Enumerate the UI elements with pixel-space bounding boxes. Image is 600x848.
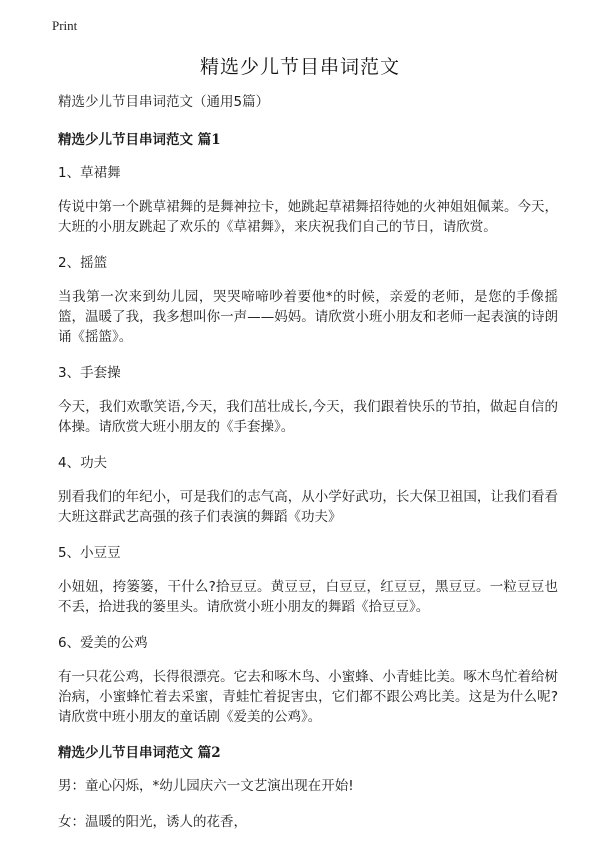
item-text: 有一只花公鸡，长得很漂亮。它去和啄木鸟、小蜜蜂、小青蛙比美。啄木鸟忙着给树治病，小蜜蜂忙着去采蜜，青蛙忙着捉害虫，它们都不跟公鸡比美。这是为什么呢?请欣赏中班小朋友的童话剧《爱美的公鸡》。 (58, 669, 558, 725)
document-body (58, 92, 558, 848)
section-1 (58, 130, 558, 727)
script-line: 女：温暖的阳光，诱人的花香， (58, 814, 247, 830)
section-heading: 精选少儿节目串词范文 篇2 (58, 745, 221, 761)
section-2 (58, 743, 558, 832)
item-title: 5、小豆豆 (58, 545, 121, 561)
item-title: 4、功夫 (58, 455, 108, 471)
section-heading: 精选少儿节目串词范文 篇1 (58, 132, 221, 148)
item-text: 小妞妞，挎篓篓，干什么?拾豆豆。黄豆豆，白豆豆，红豆豆，黑豆豆。一粒豆豆也不丢，拾进我的篓里头。请欣赏小班小朋友的舞蹈《拾豆豆》。 (58, 579, 558, 615)
page-title: 精选少儿节目串词范文 (199, 56, 400, 78)
item-text: 今天，我们欢歌笑语,今天，我们茁壮成长,今天，我们跟着快乐的节拍，做起自信的体操。请欣赏大班小朋友的《手套操》。 (58, 399, 558, 435)
item-text: 当我第一次来到幼儿园，哭哭啼啼吵着要他*的时候，亲爱的老师，是您的手像摇篮，温暖了我，我多想叫你一声——妈妈。请欣赏小班小朋友和老师一起表演的诗朗诵《摇篮》。 (58, 289, 558, 345)
item-text: 传说中第一个跳草裙舞的是舞神拉卡，她跳起草裙舞招待她的火神姐姐佩莱。今天，大班的小朋友跳起了欢乐的《草裙舞》，来庆祝我们自己的节日，请欣赏。 (58, 199, 558, 235)
script-line: 男：童心闪烁，*幼儿园庆六一文艺演出现在开始! (58, 778, 354, 794)
item-title: 2、摇篮 (58, 255, 108, 271)
item-title: 1、草裙舞 (58, 165, 121, 181)
print-link[interactable]: Print (52, 18, 78, 33)
item-text: 别看我们的年纪小，可是我们的志气高，从小学好武功，长大保卫祖国，让我们看看大班这群武艺高强的孩子们表演的舞蹈《功夫》 (58, 489, 558, 525)
item-title: 6、爱美的公鸡 (58, 635, 148, 651)
item-title: 3、手套操 (58, 365, 121, 381)
document-subtitle: 精选少儿节目串词范文（通用5篇） (58, 94, 270, 110)
